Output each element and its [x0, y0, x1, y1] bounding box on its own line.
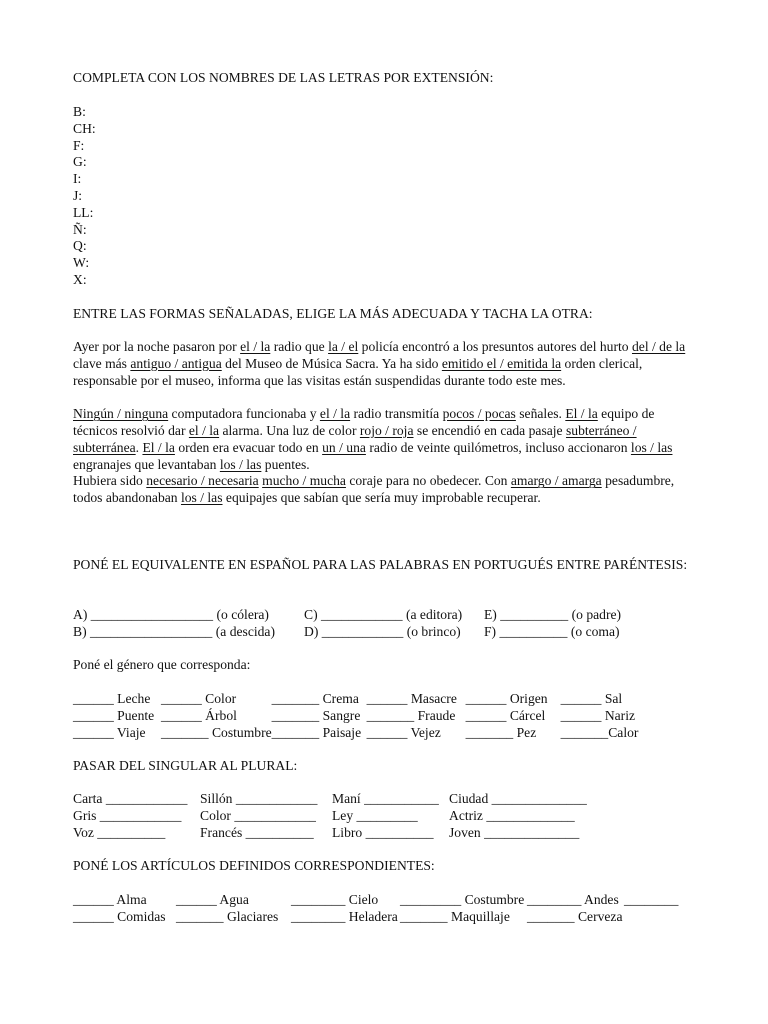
heading-plural: PASAR DEL SINGULAR AL PLURAL: [73, 758, 298, 773]
equivalent-item: C) ____________ (a editora) [304, 607, 463, 622]
letter-item: LL: [73, 204, 94, 220]
gender-item: _______ Crema [271, 691, 359, 706]
gender-item: ______ Color [161, 691, 237, 706]
heading-letter-names: COMPLETA CON LOS NOMBRES DE LAS LETRAS POR EXTENSIÓN: [73, 70, 494, 85]
equivalent-item: F) __________ (o coma) [484, 623, 620, 639]
article-item: ______ Comidas [73, 908, 166, 924]
exercise-paragraphs [73, 339, 698, 507]
equivalents-row [73, 607, 621, 624]
plural-item: Actriz _____________ [449, 807, 575, 823]
paragraph-text: coraje para no obedecer. Con [345, 473, 511, 489]
heading-choose-form: ENTRE LAS FORMAS SEÑALADAS, ELIGE LA MÁS ADECUADA Y TACHA LA OTRA: [73, 306, 593, 321]
plural-item: Francés __________ [200, 824, 314, 840]
article-item: ________ Andes [527, 892, 619, 907]
paragraph-text: pesadumbre, todos abandonaban [73, 473, 675, 506]
plural-row [73, 825, 587, 842]
equivalent-item: E) __________ (o padre) [484, 607, 622, 622]
gender-item: _______ Sangre [271, 707, 361, 723]
choice-option: los / las [180, 490, 223, 506]
letter-item: G: [73, 154, 87, 170]
gender-item: ______ Cárcel [465, 707, 546, 723]
paragraph-text: puentes. [261, 456, 310, 472]
gender-item: ______ Árbol [161, 707, 237, 723]
article-item: ________ Cielo [291, 892, 379, 907]
gender-row [73, 691, 638, 708]
gender-item: _______ Pez [465, 724, 537, 740]
article-item: ______ Agua [176, 892, 249, 907]
choice-option: los / las [219, 456, 262, 472]
choice-option: los / las [630, 439, 673, 455]
gender-row [73, 708, 638, 725]
plural-table [73, 791, 587, 841]
choice-option: antiguo / antigua [130, 355, 222, 371]
paragraph-text: del Museo de Música Sacra. Ya ha sido [221, 355, 442, 371]
plural-item: Maní ___________ [332, 791, 439, 806]
gender-table [73, 691, 638, 741]
choice-option: del / de la [631, 339, 686, 354]
choice-option: pocos / pocas [442, 406, 516, 422]
paragraph-text: computadora funcionaba y [168, 406, 320, 422]
equivalents-row [73, 624, 621, 641]
paragraph-text: radio que [270, 339, 329, 354]
choice-option: Ningún / ninguna [73, 406, 169, 422]
choice-option: subterráneo / subterránea [73, 422, 637, 455]
choice-option: el / la [240, 339, 271, 354]
plural-item: Libro __________ [332, 824, 434, 840]
letter-item: J: [73, 187, 83, 203]
plural-item: Ley _________ [332, 807, 418, 823]
choice-option: un / una [322, 439, 366, 455]
gender-item: _______ Fraude [366, 707, 456, 723]
gender-row [73, 725, 638, 742]
paragraph-courage [73, 473, 698, 507]
heading-gender: Poné el género que corresponda: [73, 657, 251, 672]
letter-item: X: [73, 271, 87, 287]
paragraph-museum [73, 339, 698, 389]
gender-item: ______ Vejez [366, 724, 441, 740]
paragraph-text: se encendió en cada pasaje [413, 422, 566, 438]
article-item: _________ Costumbre [400, 892, 525, 907]
letter-list [73, 104, 96, 289]
letter-item: Q: [73, 238, 87, 254]
article-item: _______ Glaciares [176, 908, 279, 924]
heading-articles: PONÉ LOS ARTÍCULOS DEFINIDOS CORRESPONDIENTES: [73, 858, 435, 873]
letter-item: B: [73, 104, 86, 119]
gender-item: ______ Origen [465, 691, 548, 706]
paragraph-alarm [73, 406, 698, 473]
paragraph-text: equipajes que sabían que sería muy improbable recuperar. [222, 490, 541, 506]
gender-item: _______ Costumbre [161, 724, 272, 740]
plural-item: Voz __________ [73, 824, 166, 840]
gender-item: ______ Leche [73, 691, 151, 706]
paragraph-text: . [135, 439, 143, 455]
heading-equivalents: PONÉ EL EQUIVALENTE EN ESPAÑOL PARA LAS PALABRAS EN PORTUGUÉS ENTRE PARÉNTESIS: [73, 557, 688, 572]
paragraph-text: radio de veinte quilómetros, incluso accionaron [365, 439, 631, 455]
plural-row [73, 791, 587, 808]
paragraph-text: clave más [73, 355, 131, 371]
articles-row [73, 892, 678, 909]
paragraph-text: equipo de técnicos resolvió dar [73, 406, 655, 438]
gender-item: ______ Viaje [73, 724, 146, 740]
paragraph-text: orden era evacuar todo en [174, 439, 323, 455]
article-item: _______ Maquillaje [400, 908, 510, 924]
choice-option: El / la [142, 439, 175, 455]
choice-option: El / la [565, 406, 598, 422]
article-item: _______ Cerveza [527, 908, 623, 924]
paragraph-text: radio transmitía [350, 406, 443, 422]
paragraph-text: Hubiera sido [73, 473, 147, 489]
letter-item: F: [73, 137, 85, 153]
gender-item: ______ Puente [73, 707, 155, 723]
choice-option: emitido el / emitida la [441, 355, 562, 371]
letter-item: Ñ: [73, 221, 87, 237]
paragraph-text: Ayer por la noche pasaron por [73, 339, 241, 354]
equivalents-table [73, 607, 621, 641]
gender-item: ______ Nariz [560, 707, 636, 723]
article-item: ________ Heladera [291, 908, 398, 924]
plural-row [73, 808, 587, 825]
plural-item: Sillón ____________ [200, 791, 318, 806]
plural-item: Color ____________ [200, 807, 316, 823]
article-item [624, 909, 678, 926]
choice-option: el / la [188, 422, 220, 438]
articles-row [73, 909, 678, 926]
paragraph-text: alarma. Una luz de color [219, 422, 360, 438]
equivalent-item: A) __________________ (o cólera) [73, 607, 269, 622]
articles-table [73, 892, 678, 926]
paragraph-text: engranajes que levantaban [73, 456, 220, 472]
choice-option: mucho / mucha [262, 473, 346, 489]
gender-item: ______ Masacre [366, 691, 457, 706]
gender-item: ______ Sal [560, 691, 623, 706]
gender-item: _______Calor [560, 724, 639, 740]
letter-item: W: [73, 255, 90, 271]
plural-item: Ciudad ______________ [449, 791, 587, 806]
choice-option: necesario / necesaria [146, 473, 259, 489]
choice-option: amargo / amarga [510, 473, 602, 489]
plural-item: Gris ____________ [73, 807, 182, 823]
letter-item: I: [73, 171, 82, 187]
equivalent-item: B) __________________ (a descida) [73, 623, 275, 639]
article-item: ________ [624, 892, 679, 907]
choice-option: el / la [319, 406, 351, 422]
plural-item: Carta ____________ [73, 791, 188, 806]
equivalent-item: D) ____________ (o brinco) [304, 623, 461, 639]
choice-option: rojo / roja [359, 422, 414, 438]
gender-item: _______ Paisaje [271, 724, 362, 740]
article-item: ______ Alma [73, 892, 147, 907]
choice-option: la / el [328, 339, 359, 354]
letter-item: CH: [73, 120, 96, 136]
paragraph-text: policía encontró a los presuntos autores del hurto [358, 339, 632, 354]
plural-item: Joven ______________ [449, 824, 580, 840]
paragraph-text: orden clerical, responsable por el museo, informa que las visitas están suspendidas durante todo este mes. [73, 355, 643, 388]
paragraph-text: señales. [515, 406, 566, 422]
